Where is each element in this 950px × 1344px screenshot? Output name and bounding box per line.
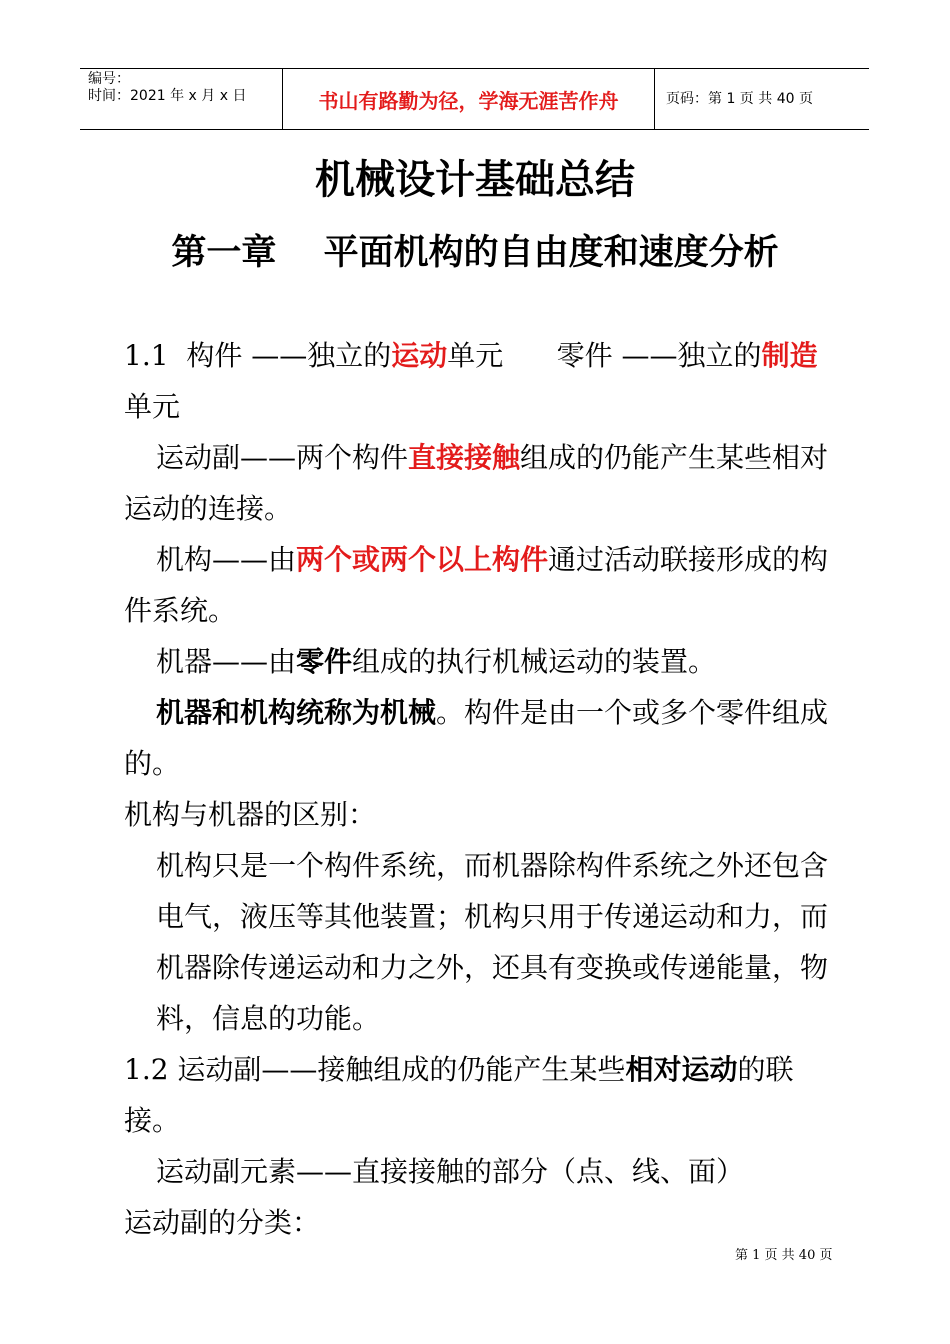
text-run: 运动副——两个构件	[156, 441, 409, 474]
document-title: 机械设计基础总结	[315, 157, 635, 203]
paragraph-kinematic-pair	[124, 432, 830, 534]
text-run: 组成的执行机械运动的装置。	[352, 645, 717, 678]
paragraph-pair-elements: 运动副元素——直接接触的部分（点、线、面）	[156, 1155, 745, 1188]
motto-text: 书山有路勤为径，学海无涯苦作舟	[318, 89, 619, 113]
document-body	[124, 330, 830, 1248]
text-run: 。构件是由一个或多个零件组成的。	[124, 696, 829, 780]
header-page-cell	[656, 69, 869, 129]
paragraph-difference-heading: 机构与机器的区别：	[124, 798, 377, 831]
chapter-heading: 第一章 平面机构的自由度和速度分析	[171, 233, 779, 273]
paragraph-difference-body: 机构只是一个构件系统，而机器除构件系统之外还包含电气，液压等其他装置；机构只用于传递运动和力，而机器除传递运动和力之外，还具有变换或传递能量，物料，信息的功能。	[156, 849, 829, 1035]
page-number-label: 页码：第 1 页 共 40 页	[666, 91, 813, 107]
paragraph-machinery	[124, 687, 830, 789]
page-footer: 第 1 页 共 40 页	[735, 1248, 833, 1263]
text-run: 通过活动联接形成的构件系统。	[124, 543, 829, 627]
bold-run: 零件	[296, 645, 353, 678]
text-run: 1.1 构件 ——独立的	[124, 339, 392, 372]
paragraph-machine	[124, 636, 830, 687]
text-run: 机构——由	[156, 543, 297, 576]
text-run: 的联接。	[124, 1053, 794, 1137]
text-run: 机器——由	[156, 645, 297, 678]
bold-run: 相对运动	[625, 1053, 738, 1086]
time-label: 时间：2021 年 x 月 x 日	[88, 88, 247, 104]
number-label: 编号：	[88, 71, 130, 87]
paragraph-mechanism	[124, 534, 830, 636]
paragraph-1-2	[124, 1044, 830, 1146]
emphasis-run: 直接接触	[408, 441, 521, 474]
paragraph-1-1	[124, 330, 830, 432]
text-run: 单元	[124, 390, 181, 423]
text-run: 单元 零件 ——独立的	[447, 339, 762, 372]
bold-run: 机器和机构统称为机械	[156, 696, 437, 729]
emphasis-run: 两个或两个以上构件	[296, 543, 549, 576]
emphasis-run: 制造	[761, 339, 818, 372]
header-meta-cell	[80, 69, 283, 129]
emphasis-run: 运动	[391, 339, 448, 372]
text-run: 组成的仍能产生某些相对运动的连接。	[124, 441, 829, 525]
header-motto-cell	[283, 69, 655, 129]
text-run: 1.2 运动副——接触组成的仍能产生某些	[124, 1053, 626, 1086]
document-header	[80, 68, 869, 130]
paragraph-pair-classification: 运动副的分类：	[124, 1206, 321, 1239]
